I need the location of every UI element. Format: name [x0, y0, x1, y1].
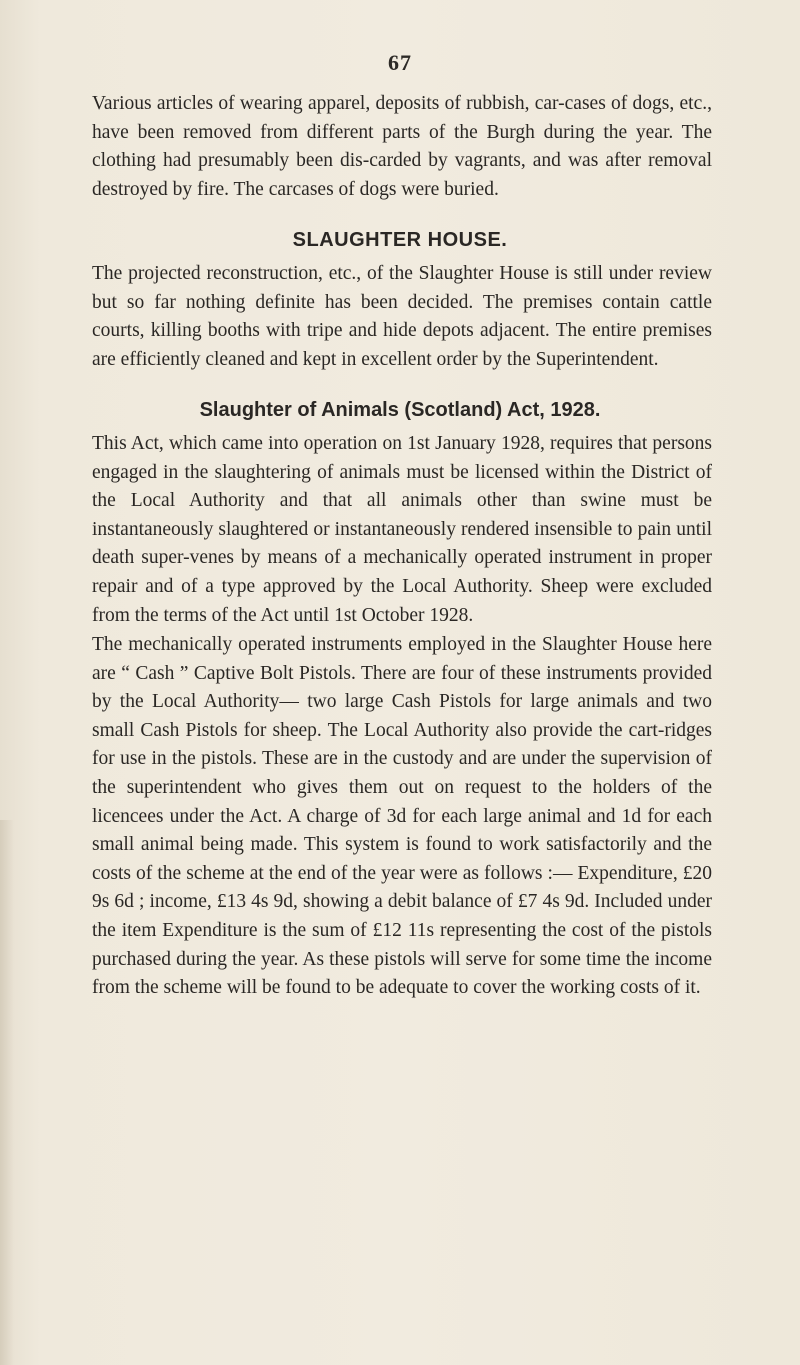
paragraph-text: Various articles of wearing apparel, deposits of rubbish, car-cases of dogs, etc., have been removed from different parts of the Burgh during the year. The clothing had presumably been dis-carded by vagrants, and was after removal destroyed by fire. The carcases of dogs were buried.	[92, 93, 712, 200]
heading-slaughter-act: Slaughter of Animals (Scotland) Act, 1928.	[199, 399, 601, 421]
paragraph-cash-pistols	[92, 631, 712, 1003]
paragraph-slaughter-house	[92, 260, 712, 374]
paragraph-text: The projected reconstruction, etc., of the Slaughter House is still under review but so far nothing definite has been decided. The premises contain cattle courts, killing booths with tripe and hide depots adjacent. The entire premises are efficiently cleaned and kept in excellent order by the Superintendent.	[92, 263, 712, 370]
paragraph-act-description	[92, 430, 712, 630]
page-edge-shadow	[0, 820, 14, 1365]
paragraph-text: This Act, which came into operation on 1st January 1928, requires that persons engaged in the slaughtering of animals must be licensed within the District of the Local Authority and that all animals other than swine must be instantaneously slaughtered or instantaneously rendered insensible to pain until death super-venes by means of a mechanically operated instrument in proper repair and of a type approved by the Local Authority. Sheep were excluded from the terms of the Act until 1st October 1928.	[92, 433, 712, 626]
paragraph-rubbish-removal	[92, 90, 712, 204]
page-number: 67	[388, 50, 412, 75]
heading-slaughter-house: SLAUGHTER HOUSE.	[292, 229, 508, 251]
paragraph-text: The mechanically operated instruments employed in the Slaughter House here are “ Cash ” Captive Bolt Pistols. There are four of these instruments provided by the Local Authority— two large Cash Pistols for large animals and two small Cash Pistols for sheep. The Local Authority also provide the cart-ridges for use in the pistols. These are in the custody and are under the supervision of the superintendent who gives them out on request to the holders of the licencees under the Act. A charge of 3d for each large animal and 1d for each small animal being made. This system is found to work satisfactorily and the costs of the scheme at the end of the year were as follows :— Expenditure, £20 9s 6d ; income, £13 4s 9d, showing a debit balance of £7 4s 9d. Included under the item Expenditure is the sum of £12 11s representing the cost of the pistols purchased during the year. As these pistols will serve for some time the income from the scheme will be found to be adequate to cover the working costs of it.	[92, 634, 712, 999]
